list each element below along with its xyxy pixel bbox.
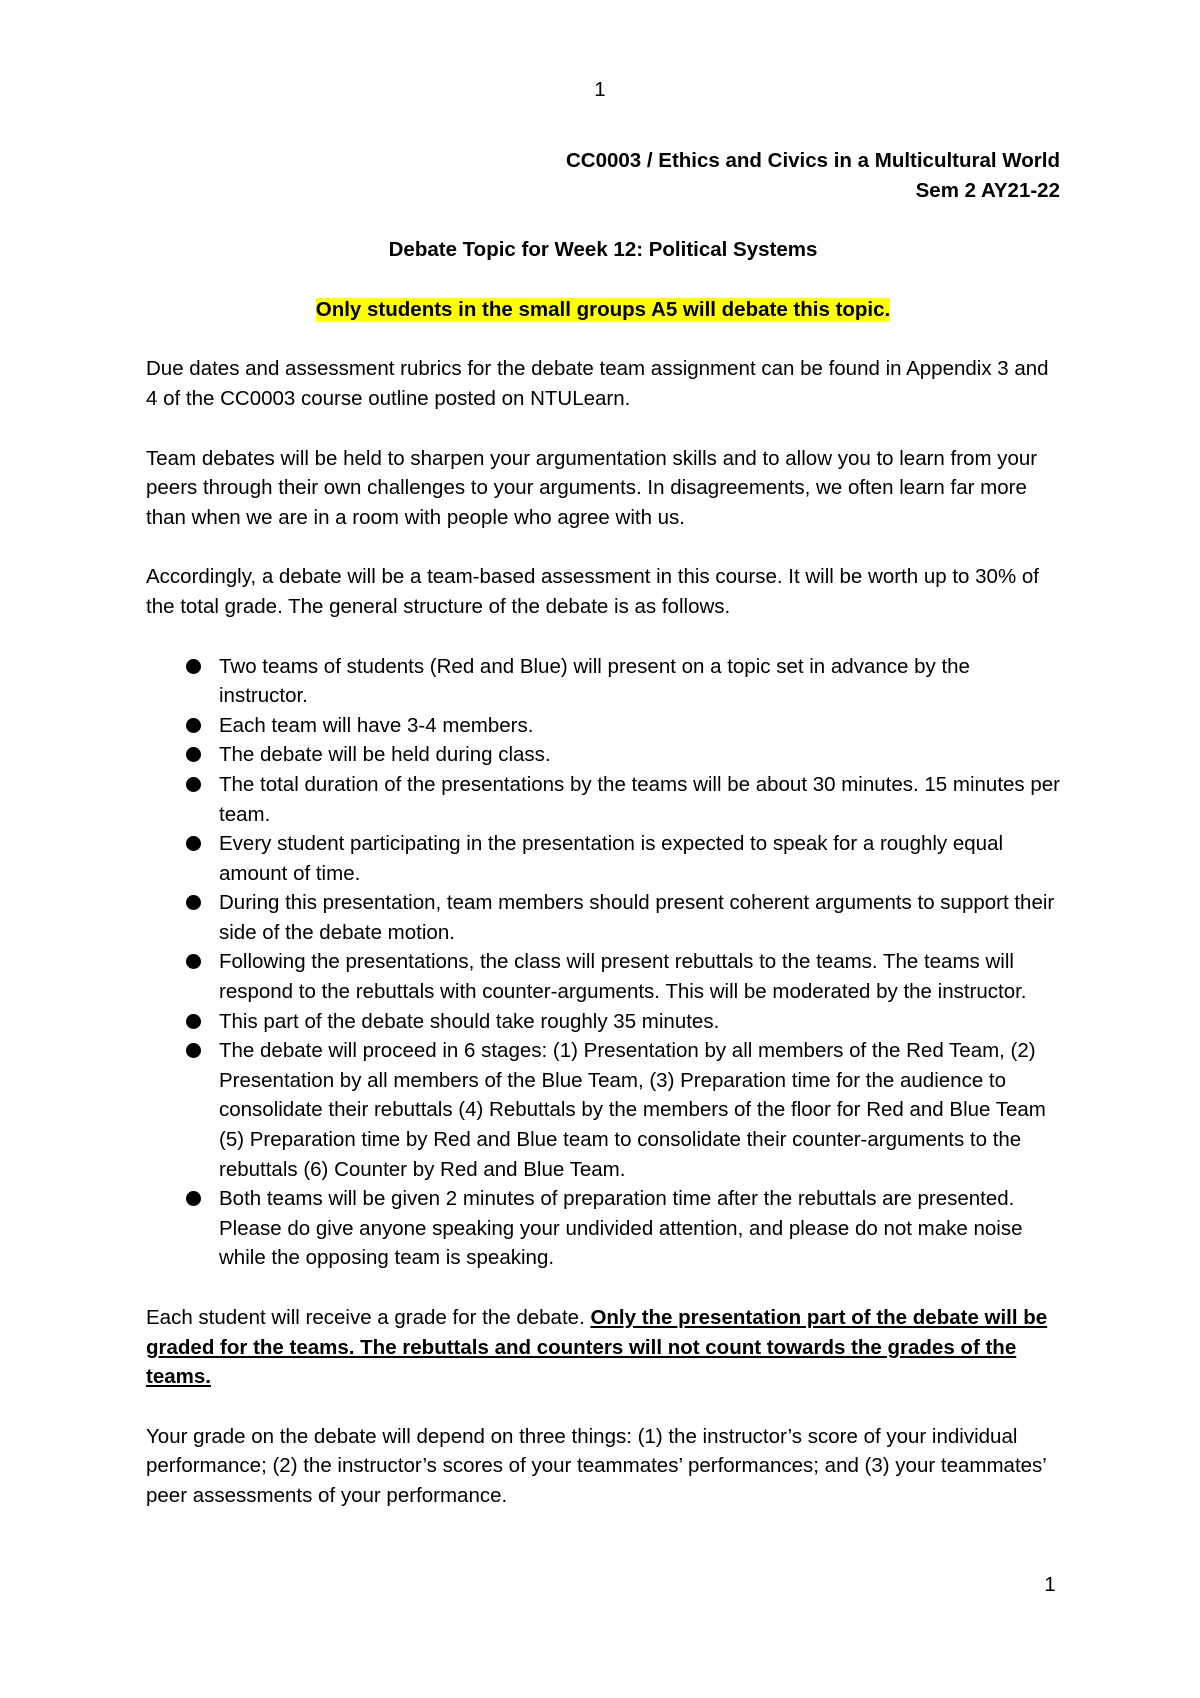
page-number-bottom: 1: [1044, 1573, 1056, 1596]
bullet-dot-icon: [186, 747, 201, 762]
bullet-dot-icon: [186, 659, 201, 674]
list-item: The debate will proceed in 6 stages: (1) Presentation by all members of the Red Team, (2) Presentation by all members of the Blue Team, (3) Preparation time for the audience to consolidate their rebuttals (4) Rebuttals by the members of the floor for Red and Blue Team (5) Preparation time by Red and Blue team to consolidate their counter-arguments to the rebuttals (6) Counter by Red and Blue Team.: [146, 1036, 1060, 1184]
assessment-paragraph: Accordingly, a debate will be a team-based assessment in this course. It will be worth up to 30% of the total grade. The general structure of the debate is as follows.: [146, 565, 1039, 618]
debate-structure-list: [146, 652, 1060, 1273]
semester-label: Sem 2 AY21-22: [915, 178, 1060, 202]
page-number-top: 1: [594, 78, 606, 101]
bullet-dot-icon: [186, 1014, 201, 1029]
final-paragraph: Your grade on the debate will depend on three things: (1) the instructor’s score of your individual performance; (2) the instructor’s scores of your teammates’ performances; and (3) your teammates’ peer assessments of your performance.: [146, 1424, 1047, 1507]
bullet-dot-icon: [186, 836, 201, 851]
grade-emphasis: Only the presentation part of the debate will be graded for the teams. The rebuttals and counters will not count towards the grades of the teams.: [146, 1306, 1048, 1389]
list-item: Each team will have 3-4 members.: [146, 711, 1060, 741]
team-debates-paragraph: Team debates will be held to sharpen your argumentation skills and to allow you to learn from your peers through their own challenges to your arguments. In disagreements, we often learn far more than when we are in a room with people who agree with us.: [146, 446, 1038, 529]
grade-intro: Each student will receive a grade for the debate.: [146, 1306, 591, 1329]
group-notice: [146, 295, 1060, 325]
course-title: CC0003 / Ethics and Civics in a Multicultural World: [565, 149, 1060, 172]
list-item: The total duration of the presentations by the teams will be about 30 minutes. 15 minutes per team.: [146, 770, 1060, 829]
bullet-dot-icon: [186, 1191, 201, 1206]
list-item: Every student participating in the presentation is expected to speak for a roughly equal amount of time.: [146, 829, 1060, 888]
group-notice-text: Only students in the small groups A5 will debate this topic.: [315, 297, 891, 321]
list-item: During this presentation, team members should present coherent arguments to support their side of the debate motion.: [146, 888, 1060, 947]
bullet-dot-icon: [186, 1043, 201, 1058]
list-item: Both teams will be given 2 minutes of preparation time after the rebuttals are presented. Please do give anyone speaking your undivided attention, and please do not make noise while the opposing team is speaking.: [146, 1184, 1060, 1273]
document-body: [146, 146, 1060, 1511]
grade-paragraph: [146, 1303, 1060, 1392]
list-item: The debate will be held during class.: [146, 740, 1060, 770]
bullet-dot-icon: [186, 777, 201, 792]
debate-topic-title: Debate Topic for Week 12: Political Systems: [388, 238, 818, 262]
list-item: Following the presentations, the class will present rebuttals to the teams. The teams will respond to the rebuttals with counter-arguments. This will be moderated by the instructor.: [146, 947, 1060, 1006]
bullet-dot-icon: [186, 954, 201, 969]
list-item: Two teams of students (Red and Blue) will present on a topic set in advance by the instructor.: [146, 652, 1060, 711]
bullet-dot-icon: [186, 718, 201, 733]
list-item: This part of the debate should take roughly 35 minutes.: [146, 1007, 1060, 1037]
bullet-dot-icon: [186, 895, 201, 910]
due-dates-paragraph: Due dates and assessment rubrics for the debate team assignment can be found in Appendix 3 and 4 of the CC0003 course outline posted on NTULearn.: [146, 357, 1049, 410]
